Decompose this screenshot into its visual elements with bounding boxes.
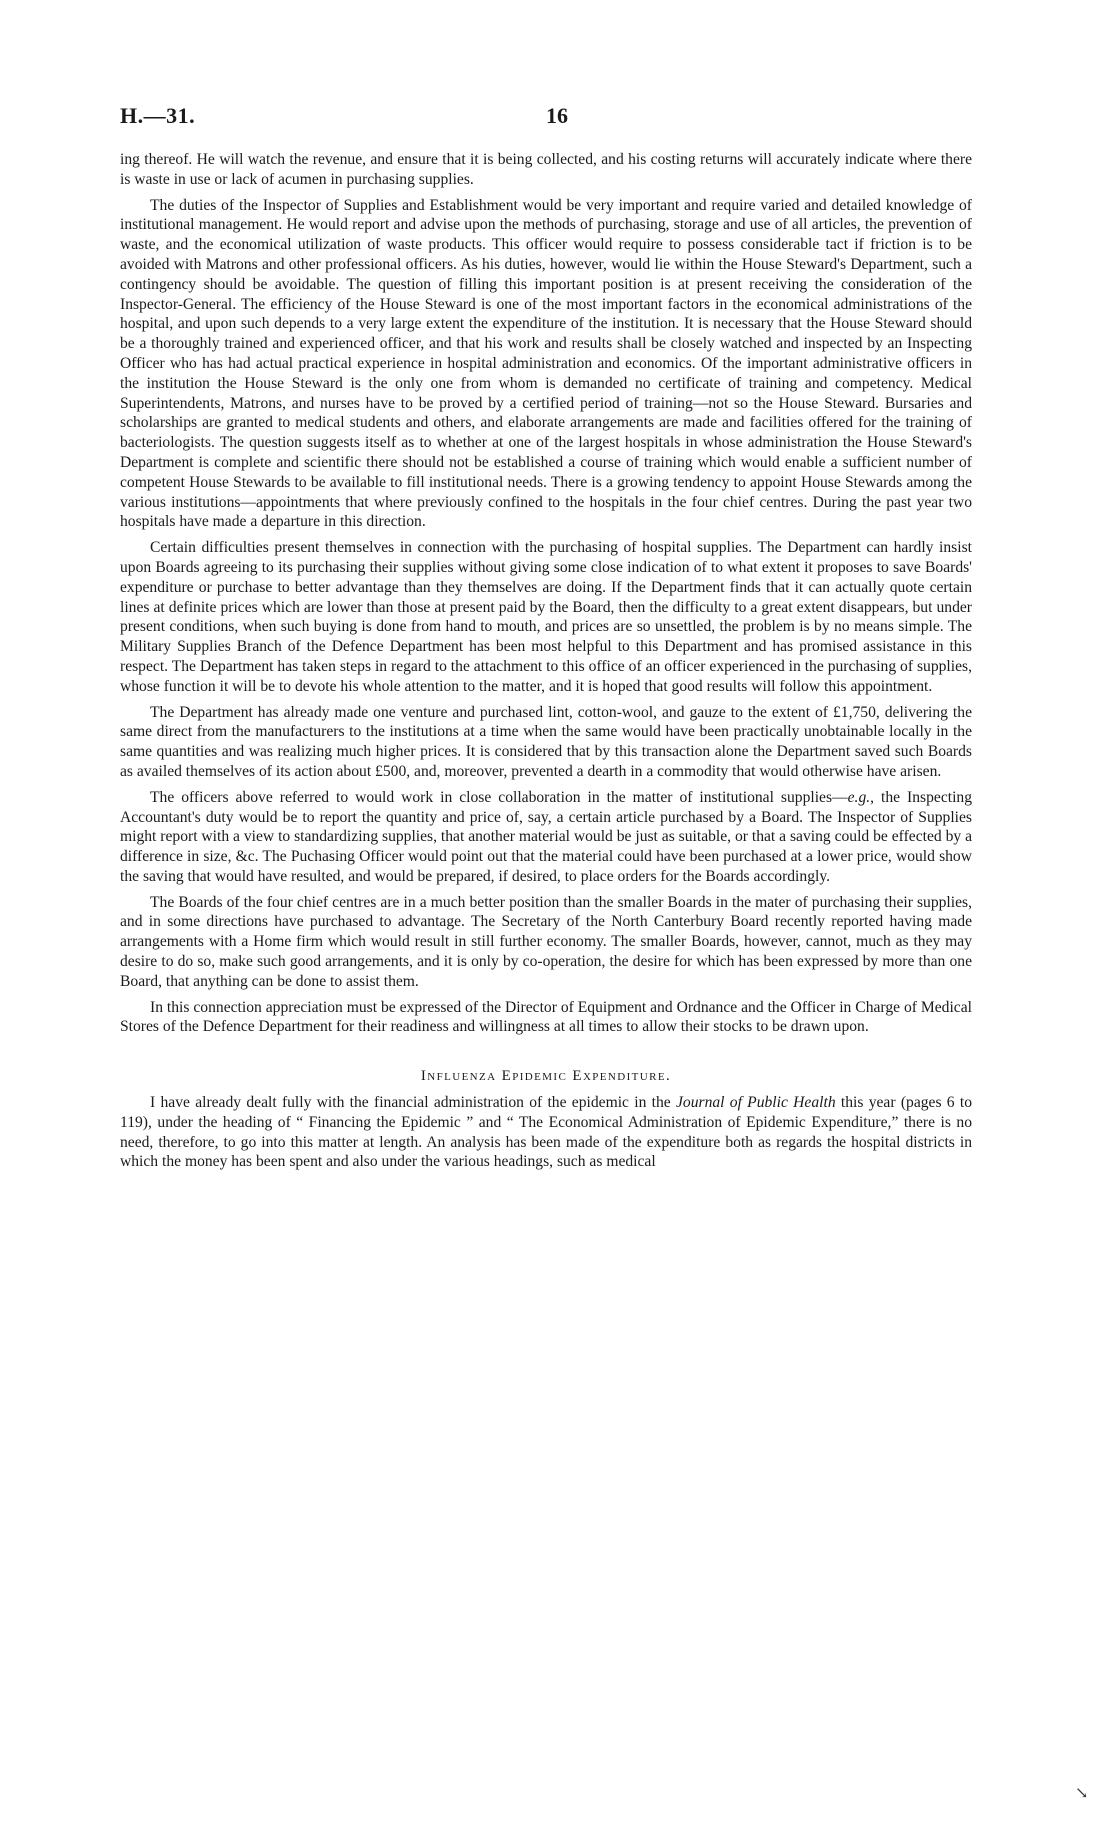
paragraph-6: The Boards of the four chief centres are in a much better position than the smaller Boards in the mater of purchasing their supplies, and in some directions have purchased to advantage. The Secretary of the North Canterbury Board recently reported having made arrangements with a Home firm which would result in still further economy. The smaller Boards, however, cannot, much as they may desire to do so, make such good arrangements, and it is only by co-operation, the desire for which has been expressed by more than one Board, that anything can be done to assist them. (120, 893, 972, 990)
paragraph-7: In this connection appreciation must be expressed of the Director of Equipment and Ordnance and the Officer in Charge of Medical Stores of the Defence Department for their readiness and willingness at all times to allow their stocks to be drawn upon. (120, 998, 972, 1036)
page-number: 16 (546, 103, 568, 128)
paragraph-3: Certain difficulties present themselves in connection with the purchasing of hospital supplies. The Department can hardly insist upon Boards agreeing to its purchasing their supplies without giving some close indication of to what extent it proposes to save Boards' expenditure or purchase to better advantage than they themselves are doing. If the Department finds that it can actually quote certain lines at definite prices which are lower than those at present paid by the Board, then the difficulty to a great extent disappears, but under present conditions, when such buying is done from hand to mouth, and prices are so unsettled, the problem is by no means simple. The Military Supplies Branch of the Defence Department has been most helpful to this Department and has promised assistance in this respect. The Department has taken steps in regard to the attachment to this office of an officer experienced in the purchasing of supplies, whose function it will be to devote his whole attention to the matter, and it is hoped that good results will follow this appointment. (120, 539, 972, 695)
paragraph-4: The Department has already made one venture and purchased lint, cotton-wool, and gauze to the extent of £1,750, delivering the same direct from the manufacturers to the institutions at a time when the same would have been practically unobtainable locally in the same quantities and was realizing much higher prices. It is considered that by this transaction alone the Department saved such Boards as availed themselves of its action about £500, and, moreover, prevented a dearth in a commodity that would otherwise have arisen. (120, 703, 972, 780)
paragraph-8-part-a: I have already dealt fully with the financial administration of the epidemic in the (150, 1094, 676, 1112)
paragraph-2: The duties of the Inspector of Supplies and Establishment would be very important and require varied and detailed knowledge of institutional management. He would report and advise upon the methods of purchasing, storage and use of all articles, the prevention of waste, and the economical utilization of waste products. This officer would require to possess considerable tact if friction is to be avoided with Matrons and other professional officers. As his duties, however, would lie within the House Steward's Department, such a contingency should be avoidable. The question of filling this important position is at present receiving the consideration of the Inspector-General. The efficiency of the House Steward is one of the most important factors in the economical administrations of the hospital, and upon such depends to a very large extent the expenditure of the institution. It is necessary that the House Steward should be a thoroughly trained and experienced officer, and that his work and results shall be closely watched and inspected by an Inspecting Officer who has had actual practical experience in hospital administration and economics. Of the important administrative officers in the institution the House Steward is the only one from whom is demanded no certificate of training and competency. Medical Superintendents, Matrons, and nurses have to be proved by a certified period of training—not so the House Steward. Bursaries and scholarships are granted to medical students and others, and elaborate arrangements are made and facilities offered for the training of bacteriologists. The question suggests itself as to whether at one of the largest hospitals in whose administration the House Steward's Department is complete and scientific there should not be established a course of training which would enable a sufficient number of competent House Stewards to be available to fill institutional needs. There is a growing tendency to appoint House Stewards among the various institutions—appointments that where previously confined to the hospitals in the four chief centres. During the past year two hospitals have made a departure in this direction. (120, 196, 972, 531)
paragraph-5-part-b: , the Inspecting Accountant's duty would be to report the quantity and price of, say, a certain article purchased by a Board. The Inspector of Supplies might report with a view to standardizing supplies, that another material would be just as suitable, or that a saving could be effected by a difference in size, &c. The Puchasing Officer would point out that the material could have been purchased at a lower price, would show the saving that would have resulted, and would be prepared, if desired, to place orders for the Boards accordingly. (120, 788, 973, 885)
paragraph-5-part-a: The officers above referred to would work in close collaboration in the matter of institutional supplies— (150, 788, 848, 806)
paragraph-5 (120, 788, 972, 887)
paragraph-8-journal: Journal of Public Health (675, 1094, 836, 1112)
paragraph-8 (120, 1093, 972, 1172)
corner-mark: ↘ (1075, 1785, 1089, 1802)
document-reference: H.—31. (120, 103, 196, 128)
section-heading: Influenza Epidemic Expenditure. (420, 1068, 672, 1085)
paragraph-5-eg: e.g. (847, 788, 871, 806)
paragraph-8-part-b: this year (pages 6 to 119), under the heading of “ Financing the Epidemic ” and “ The Economical Administration of Epidemic Expenditure,” there is no need, therefore, to go into this matter at length. An analysis has been made of the expenditure both as regards the hospital districts in which the money has been spent and also under the various headings, such as medical (120, 1094, 973, 1171)
paragraph-1: ing thereof. He will watch the revenue, and ensure that it is being collected, and his costing returns will accurately indicate where there is waste in use or lack of acumen in purchasing supplies. (120, 151, 972, 188)
document-body (120, 150, 972, 1178)
